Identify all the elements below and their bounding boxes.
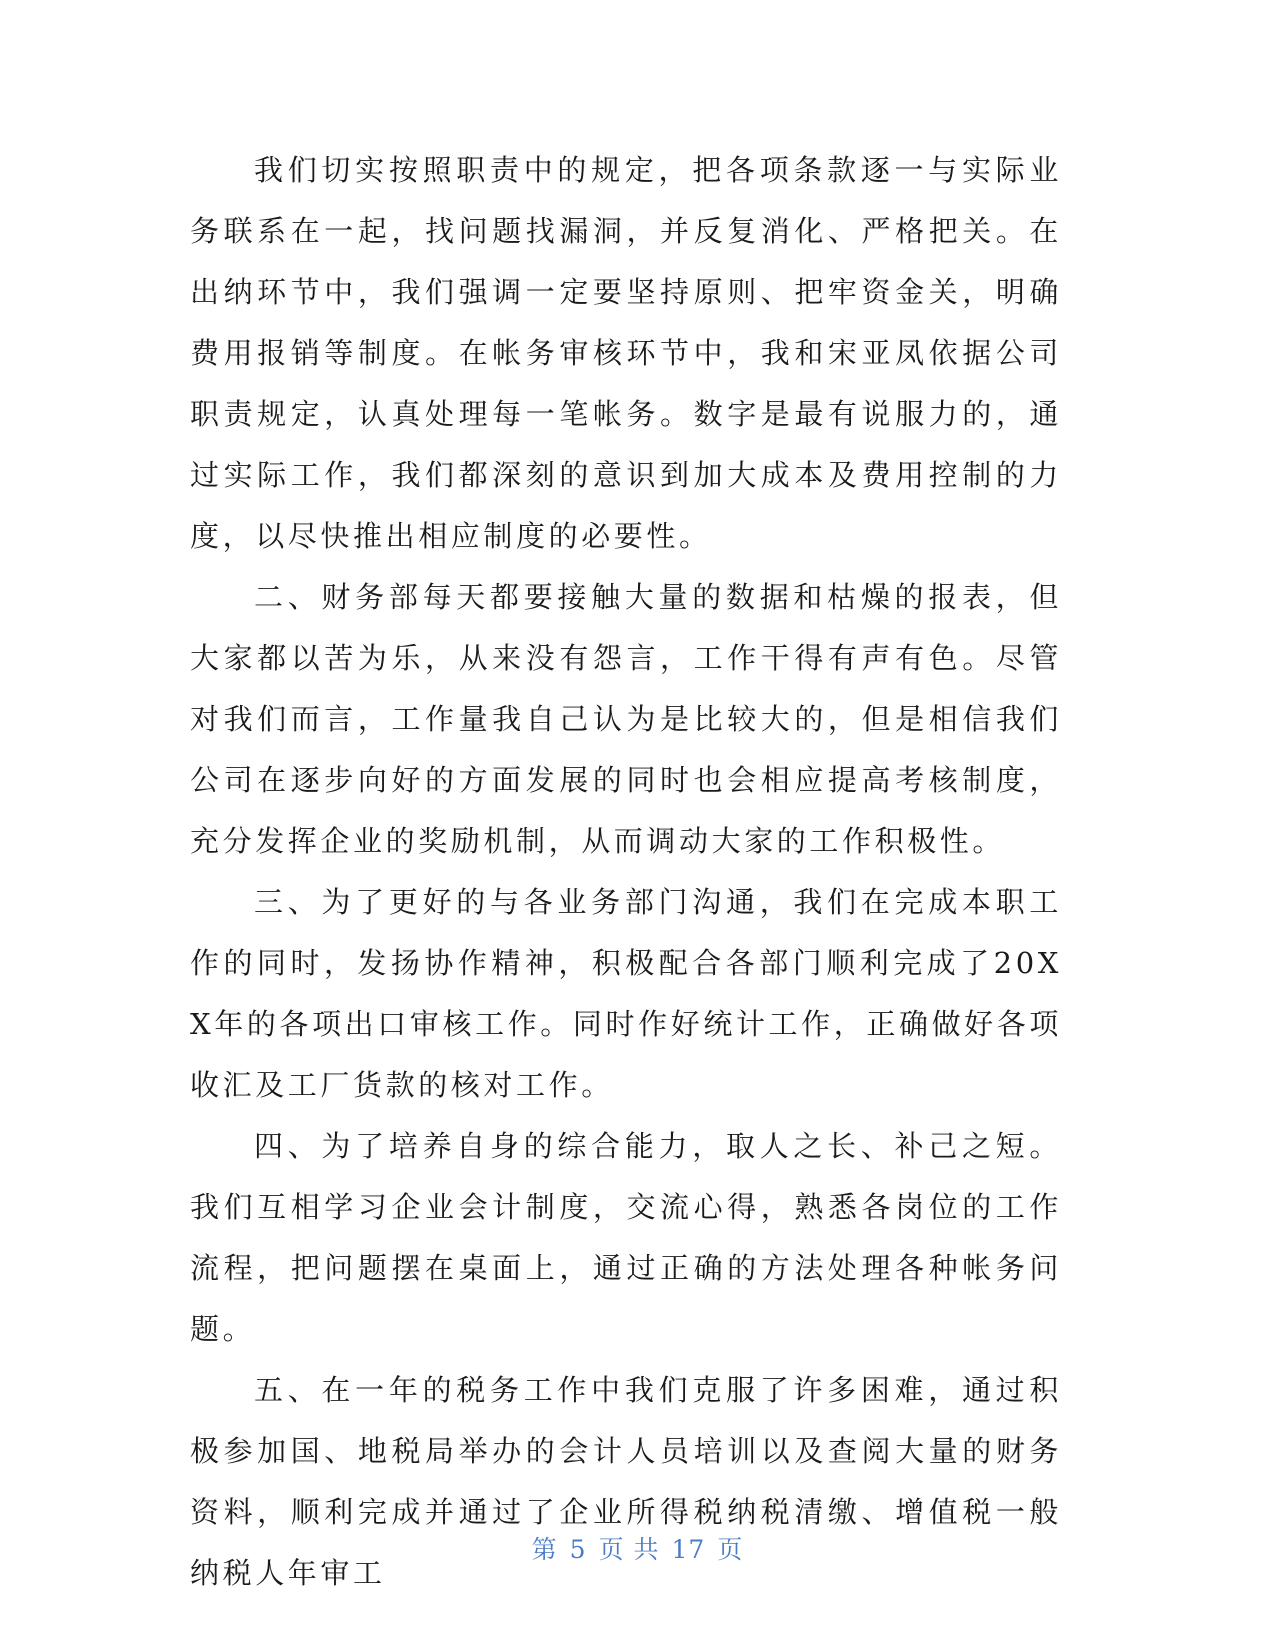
total-page-count: 17 [671,1535,706,1564]
footer-prefix: 第 [531,1535,558,1564]
footer-suffix: 页 [717,1535,744,1564]
paragraph: 我们切实按照职责中的规定，把各项条款逐一与实际业务联系在一起，找问题找漏洞，并反复消化、严格把关。在出纳环节中，我们强调一定要坚持原则、把牢资金关，明确费用报销等制度。在帐务审核环节中，我和宋亚凤依据公司职责规定，认真处理每一笔帐务。数字是最有说服力的，通过实际工作，我们都深刻的意识到加大成本及费用控制的力度，以尽快推出相应制度的必要性。 [190,153,1062,553]
document-body [190,140,1062,1604]
footer-middle: 页 共 [598,1535,660,1564]
paragraph: 五、在一年的税务工作中我们克服了许多困难，通过积极参加国、地税局举办的会计人员培训以及查阅大量的财务资料，顺利完成并通过了企业所得税纳税清缴、增值税一般纳税人年审工 [190,1373,1062,1590]
paragraph: 四、为了培养自身的综合能力，取人之长、补己之短。我们互相学习企业会计制度，交流心得，熟悉各岗位的工作流程，把问题摆在桌面上，通过正确的方法处理各种帐务问题。 [190,1129,1062,1346]
paragraph: 三、为了更好的与各业务部门沟通，我们在完成本职工作的同时，发扬协作精神，积极配合各部门顺利完成了20XX年的各项出口审核工作。同时作好统计工作，正确做好各项收汇及工厂货款的核对工作。 [190,885,1062,1102]
page-footer [0,1530,1275,1566]
current-page-number: 5 [569,1535,587,1564]
paragraph: 二、财务部每天都要接触大量的数据和枯燥的报表，但大家都以苦为乐，从来没有怨言，工作干得有声有色。尽管对我们而言，工作量我自己认为是比较大的，但是相信我们公司在逐步向好的方面发展的同时也会相应提高考核制度，充分发挥企业的奖励机制，从而调动大家的工作积极性。 [190,580,1062,858]
